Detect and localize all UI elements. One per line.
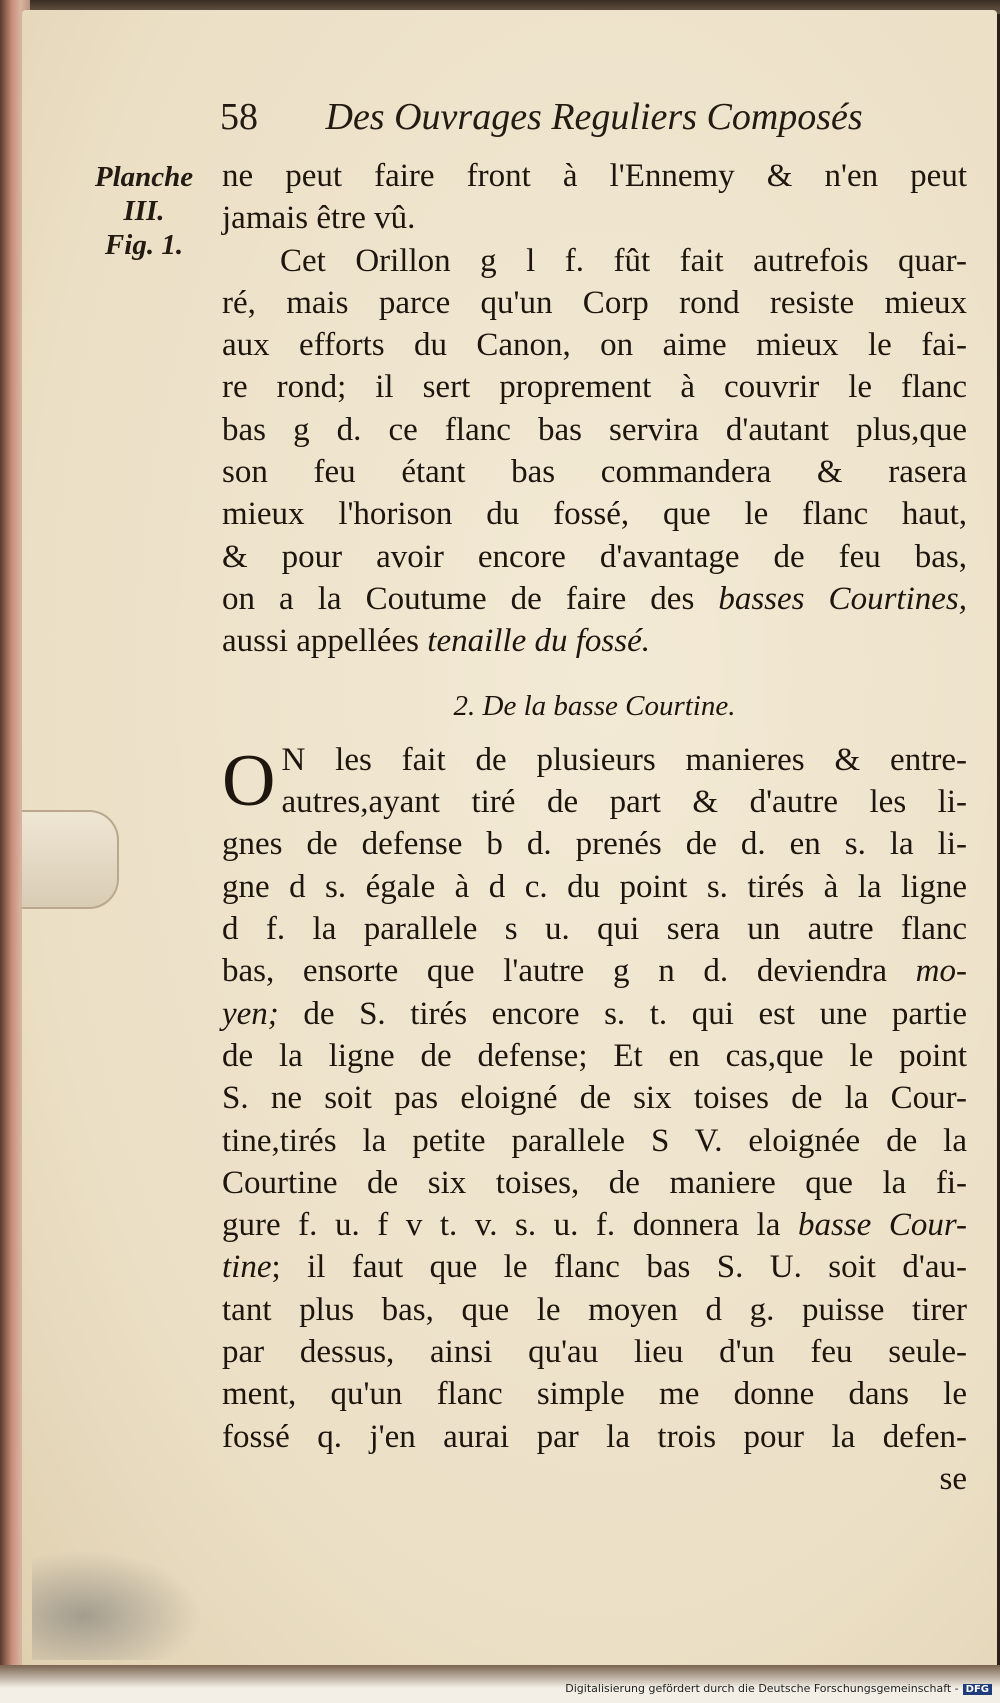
page-clip <box>22 810 119 909</box>
italic-term: mo- <box>915 953 967 990</box>
credit-text: Digitalisierung gefördert durch die Deutsche Forschungsgemeinschaft - <box>565 1682 959 1695</box>
text-line: N les fait de plusieurs manieres & entre- <box>281 741 967 778</box>
text-line: re rond; il sert proprement à couvrir le flanc <box>222 369 967 406</box>
paragraph-3 <box>222 739 967 1500</box>
digitization-credit <box>565 1682 992 1695</box>
running-head <box>220 95 980 155</box>
text-line: bas g d. ce flanc bas servira d'autant plus,que <box>222 411 967 448</box>
text-line <box>222 620 967 662</box>
page-stain <box>32 1550 202 1660</box>
text-line <box>222 950 967 992</box>
text-run: gure f. u. f v t. v. s. u. f. donnera la <box>222 1207 798 1244</box>
text-line <box>222 578 967 620</box>
text-line <box>222 1246 967 1288</box>
catchword: se <box>939 1460 967 1497</box>
text-line: autres,ayant tiré de part & d'autre les li- <box>281 784 967 821</box>
text-line: ne peut faire front à l'Ennemy & n'en peut <box>222 158 967 194</box>
text-run: de S. tirés encore s. t. qui est une partie <box>278 995 967 1032</box>
text-run: on a la Coutume de faire des <box>222 580 719 617</box>
text-line: fossé q. j'en aurai par la trois pour la defen- <box>222 1418 967 1455</box>
text-line <box>222 1204 967 1246</box>
paragraph-1 <box>222 155 967 240</box>
text-line: aux efforts du Canon, on aime mieux le fai- <box>222 327 967 364</box>
paragraph-2 <box>222 240 967 663</box>
italic-term: basses Courtines, <box>718 580 967 617</box>
text-line: jamais être vû. <box>222 200 416 237</box>
text-line: gnes de defense b d. prenés de d. en s. la li- <box>222 826 967 863</box>
text-line: tant plus bas, que le moyen d g. puisse tirer <box>222 1291 967 1328</box>
text-line: d f. la parallele s u. qui sera un autre flanc <box>222 911 967 948</box>
page-number: 58 <box>220 96 258 138</box>
text-line: S. ne soit pas eloigné de six toises de la Cour- <box>222 1080 967 1117</box>
text-line: Cet Orillon g l f. fût fait autrefois quar- <box>280 242 967 279</box>
text-line: tine,tirés la petite parallele S V. eloignée de la <box>222 1122 967 1159</box>
margin-note-figure: Fig. 1. <box>104 229 184 261</box>
text-run: ; il faut que le flanc bas S. U. soit d'au- <box>271 1249 967 1286</box>
running-title: Des Ouvrages Reguliers Composés <box>325 96 863 138</box>
text-line: de la ligne de defense; Et en cas,que le point <box>222 1037 967 1074</box>
text-line: mieux l'horison du fossé, que le flanc haut, <box>222 496 967 533</box>
text-line: & pour avoir encore d'avantage de feu bas, <box>222 538 967 575</box>
text-line: ment, qu'un flanc simple me donne dans le <box>222 1376 967 1413</box>
text-line: ré, mais parce qu'un Corp rond resiste mieux <box>222 284 967 321</box>
text-line: par dessus, ainsi qu'au lieu d'un feu seule- <box>222 1334 967 1371</box>
section-heading: 2. De la basse Courtine. <box>453 689 736 722</box>
drop-cap: O <box>222 739 276 822</box>
text-line: gne d s. égale à d c. du point s. tirés à la ligne <box>222 868 967 905</box>
italic-term: yen; <box>222 995 279 1032</box>
text-line: Courtine de six toises, de maniere que la fi- <box>222 1164 967 1201</box>
italic-term: tenaille du fossé. <box>427 623 650 660</box>
text-line <box>222 993 967 1035</box>
italic-term: basse Cour- <box>797 1207 968 1244</box>
italic-term: tine <box>222 1249 272 1286</box>
margin-note-plate: Planche <box>94 161 194 193</box>
body-text <box>222 155 967 1500</box>
text-run: bas, ensorte que l'autre g n d. deviendra <box>222 953 916 990</box>
text-run: aussi appellées <box>222 623 428 660</box>
margin-note-plate-number: III. <box>123 195 165 227</box>
text-line: son feu étant bas commandera & rasera <box>222 454 967 491</box>
dfg-logo: DFG <box>963 1684 992 1695</box>
margin-note <box>84 160 204 262</box>
